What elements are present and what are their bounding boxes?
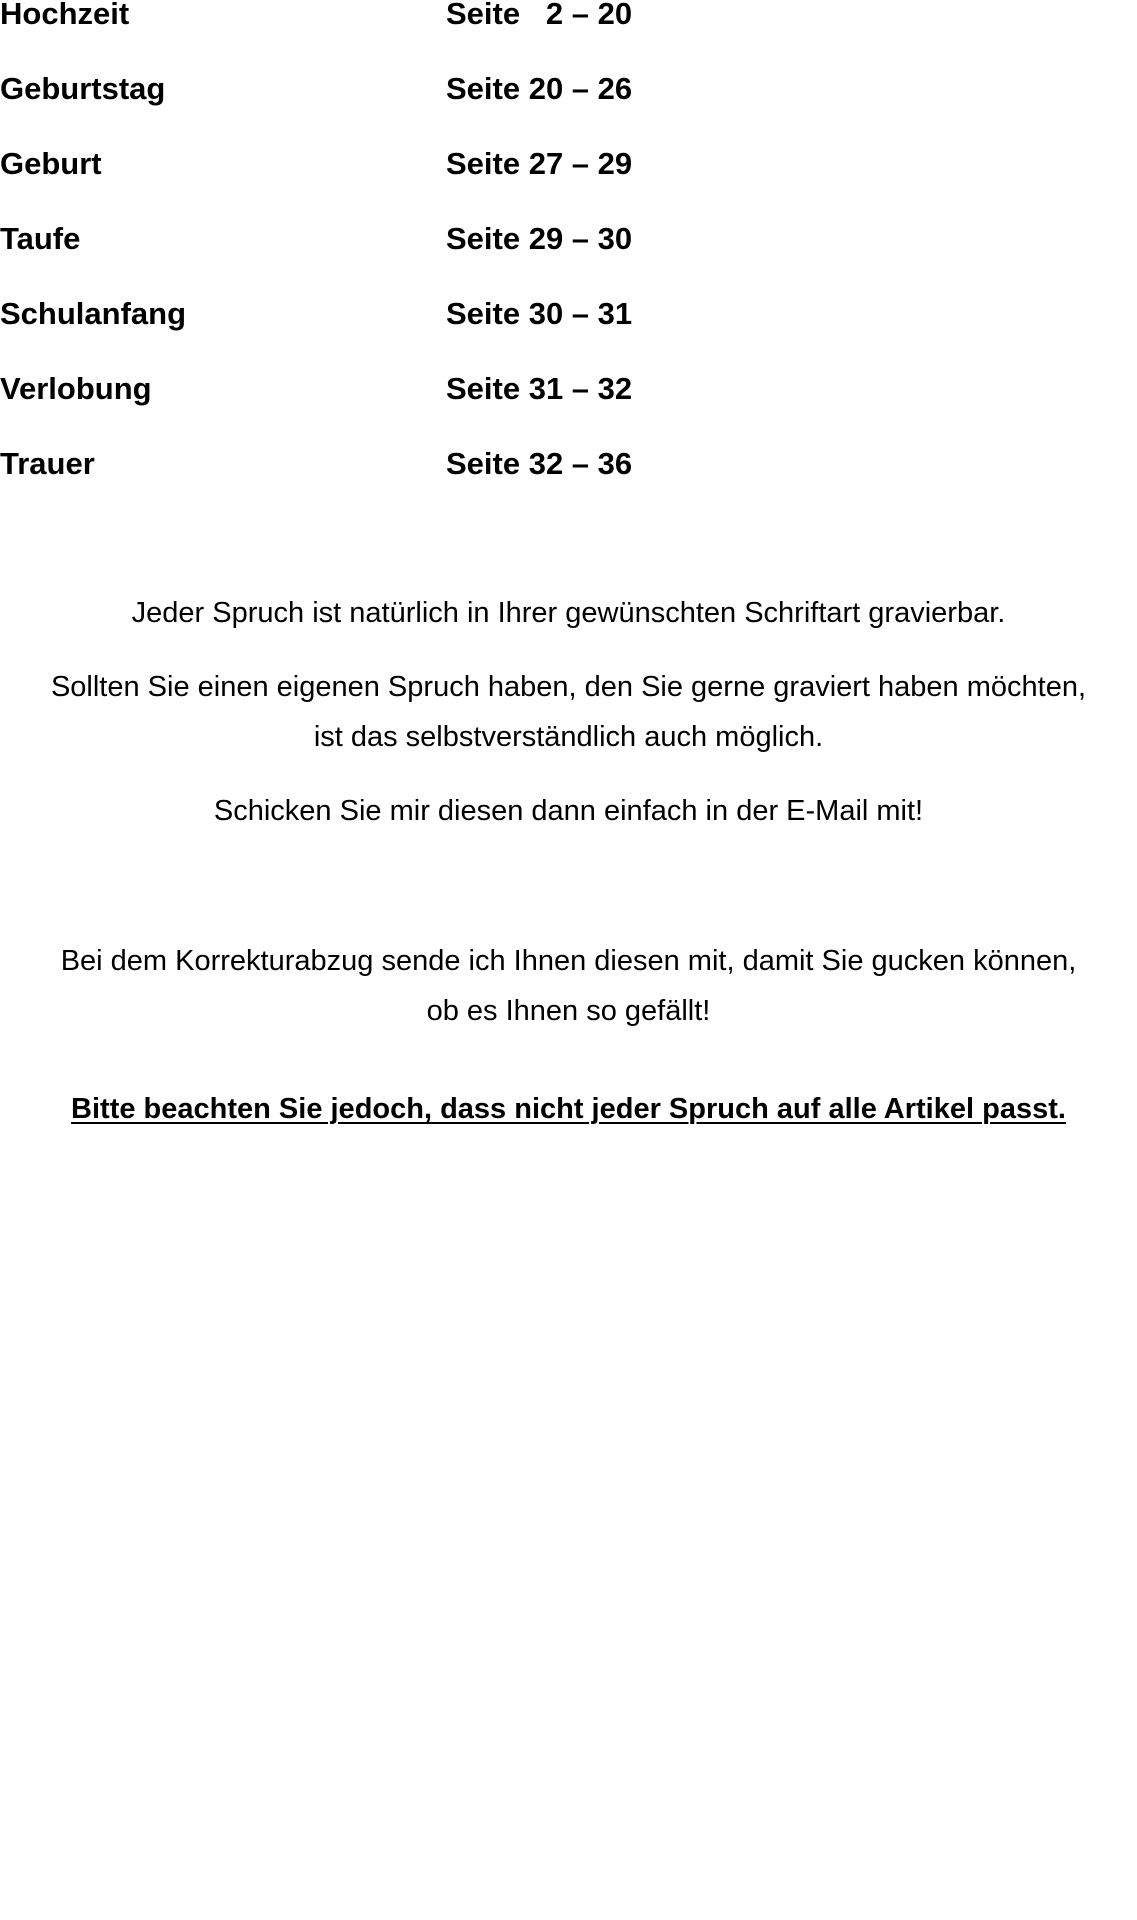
toc-row-verlobung — [0, 371, 700, 450]
toc-row-taufe — [0, 221, 700, 300]
font-note: Jeder Spruch ist natürlich in Ihrer gewünschten Schriftart gravierbar. — [131, 597, 1006, 629]
toc-pages: Seite 32 – 36 — [446, 446, 633, 481]
toc-pages: Seite 30 – 31 — [446, 296, 633, 331]
toc-label: Verlobung — [0, 371, 152, 406]
toc-label: Geburt — [0, 146, 102, 181]
own-saying-line-2: ist das selbstverständlich auch möglich. — [313, 721, 824, 753]
proof-line-2: ob es Ihnen so gefällt! — [426, 995, 711, 1027]
toc-row-hochzeit — [0, 0, 700, 75]
toc-pages: Seite 20 – 26 — [446, 71, 633, 106]
warning-note: Bitte beachten Sie jedoch, dass nicht jeder Spruch auf alle Artikel passt. — [71, 1093, 1066, 1125]
toc-label: Trauer — [0, 446, 95, 481]
toc-label: Hochzeit — [0, 0, 130, 31]
table-of-contents — [0, 0, 700, 525]
toc-pages: Seite 27 – 29 — [446, 146, 633, 181]
toc-pages: Seite 29 – 30 — [446, 221, 633, 256]
toc-pages: Seite 2 – 20 — [446, 0, 633, 31]
toc-row-geburtstag — [0, 71, 700, 150]
toc-row-geburt — [0, 146, 700, 225]
toc-label: Taufe — [0, 221, 81, 256]
toc-label: Schulanfang — [0, 296, 187, 331]
toc-label: Geburtstag — [0, 71, 166, 106]
notes-section — [0, 588, 1137, 1134]
proof-note — [0, 936, 1137, 1036]
toc-pages: Seite 31 – 32 — [446, 371, 633, 406]
send-email-note: Schicken Sie mir diesen dann einfach in der E-Mail mit! — [213, 795, 924, 827]
toc-row-trauer — [0, 446, 700, 525]
own-saying-note — [0, 662, 1137, 762]
toc-row-schulanfang — [0, 296, 700, 375]
proof-line-1: Bei dem Korrekturabzug sende ich Ihnen diesen mit, damit Sie gucken können, — [60, 945, 1077, 977]
own-saying-line-1: Sollten Sie einen eigenen Spruch haben, den Sie gerne graviert haben möchten, — [50, 671, 1087, 703]
